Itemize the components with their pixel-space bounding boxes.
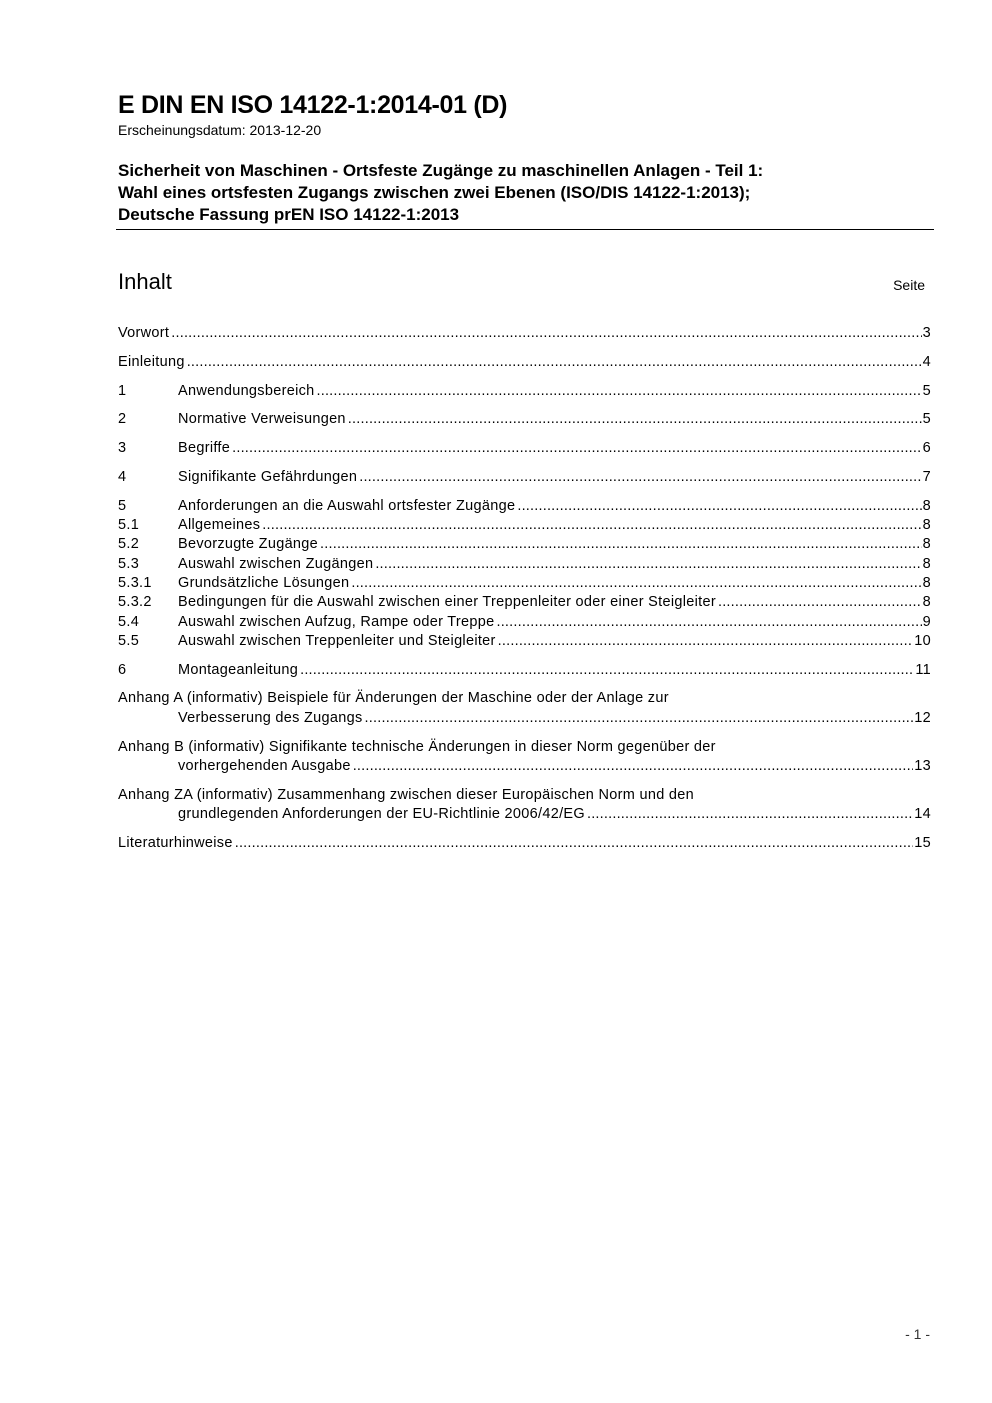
- toc-entry-number: 6: [118, 661, 127, 678]
- toc-entry-5-2[interactable]: [118, 535, 931, 554]
- toc-entry-page: 10: [914, 632, 931, 649]
- toc-leader-dots: [359, 468, 921, 487]
- toc-entry-3[interactable]: [118, 439, 931, 458]
- toc-entry-page: 8: [922, 497, 931, 514]
- toc-entry-page: 8: [922, 517, 931, 534]
- toc-entry-5-3-1[interactable]: [118, 574, 931, 593]
- toc-leader-dots: [300, 661, 914, 680]
- toc-entry-label: Signifikante Gefährdungen: [178, 468, 358, 485]
- toc-entry-2[interactable]: [118, 410, 931, 429]
- toc-entry-label: Montageanleitung: [178, 661, 299, 678]
- toc-entry-label: Auswahl zwischen Treppenleiter und Steigleiter: [178, 632, 496, 649]
- document-number: E DIN EN ISO 14122-1:2014-01 (D): [118, 91, 508, 119]
- toc-leader-dots: [351, 574, 921, 593]
- toc-entry-annex-a[interactable]: [118, 689, 931, 728]
- toc-annex-title-continued: Verbesserung des Zugangs: [178, 709, 363, 726]
- toc-entry-page: 8: [922, 594, 931, 611]
- toc-entry-label: Bedingungen für die Auswahl zwischen einer Treppenleiter oder einer Steigleiter: [178, 594, 716, 611]
- toc-entry-5-3-2[interactable]: [118, 593, 931, 612]
- toc-annex-title: Anhang B (informativ) Signifikante technische Änderungen in dieser Norm gegenüber der: [118, 738, 716, 755]
- toc-entry-label: Allgemeines: [178, 517, 261, 534]
- toc-annex-title-continued: vorhergehenden Ausgabe: [178, 757, 351, 774]
- toc-entry-page: 9: [922, 613, 931, 630]
- toc-entry-page: 13: [914, 757, 931, 774]
- toc-entry-label: Auswahl zwischen Aufzug, Rampe oder Treppe: [178, 613, 495, 630]
- toc-leader-dots: [235, 834, 914, 853]
- document-title-line: Sicherheit von Maschinen - Ortsfeste Zugänge zu maschinellen Anlagen - Teil 1:: [118, 161, 764, 180]
- toc-heading: Inhalt: [118, 269, 172, 294]
- toc-leader-dots: [348, 410, 922, 429]
- toc-leader-dots: [718, 593, 922, 612]
- toc-leader-dots: [587, 805, 913, 824]
- toc-entry-vorwort[interactable]: [118, 324, 931, 343]
- toc-entry-label: Bevorzugte Zugänge: [178, 536, 319, 553]
- toc-entry-5-4[interactable]: [118, 613, 931, 632]
- toc-leader-dots: [232, 439, 922, 458]
- toc-entry-page: 8: [922, 536, 931, 553]
- toc-annex-title-continued: grundlegenden Anforderungen der EU-Richtlinie 2006/42/EG: [178, 805, 585, 822]
- toc-leader-dots: [262, 516, 921, 535]
- page-number: - 1 -: [905, 1326, 930, 1342]
- toc-entry-page: 8: [922, 555, 931, 572]
- toc-leader-dots: [365, 709, 914, 728]
- toc-entry-5-5[interactable]: [118, 632, 931, 651]
- toc-entry-label: Auswahl zwischen Zugängen: [178, 555, 374, 572]
- toc-entry-number: 3: [118, 440, 127, 457]
- toc-page-column-label: Seite: [893, 277, 925, 293]
- toc-leader-dots: [353, 757, 914, 776]
- toc-entry-einleitung[interactable]: [118, 353, 931, 372]
- title-divider: [116, 229, 934, 230]
- toc-entry-1[interactable]: [118, 382, 931, 401]
- toc-leader-dots: [375, 555, 921, 574]
- toc-entry-label: Einleitung: [118, 353, 185, 370]
- toc-entry-page: 4: [922, 353, 931, 370]
- toc-leader-dots: [187, 353, 922, 372]
- toc-entry-label: Vorwort: [118, 325, 170, 341]
- toc-entry-page: 14: [914, 805, 931, 822]
- toc-entry-page: 7: [922, 468, 931, 485]
- toc-entry-page: 6: [922, 440, 931, 457]
- toc-leader-dots: [320, 535, 922, 554]
- toc-annex-title: Anhang ZA (informativ) Zusammenhang zwischen dieser Europäischen Norm und den: [118, 786, 694, 803]
- document-title: [118, 160, 934, 226]
- toc-leader-dots: [317, 382, 922, 401]
- toc-entry-bibliography[interactable]: [118, 834, 931, 853]
- toc-entry-number: 5.5: [118, 632, 140, 649]
- toc-entry-label: Begriffe: [178, 440, 231, 457]
- toc-entry-label: Normative Verweisungen: [178, 411, 346, 428]
- toc-entry-page: 15: [914, 834, 931, 851]
- toc-entry-number: 5.3.1: [118, 574, 152, 591]
- toc-entry-label: Anforderungen an die Auswahl ortsfester Zugänge: [178, 497, 516, 514]
- toc-entry-label: Anwendungsbereich: [178, 382, 315, 399]
- toc-annex-title: Anhang A (informativ) Beispiele für Änderungen der Maschine oder der Anlage zur: [118, 690, 669, 707]
- toc-entry-5[interactable]: [118, 497, 931, 516]
- document-title-line: Wahl eines ortsfesten Zugangs zwischen zwei Ebenen (ISO/DIS 14122-1:2013);: [118, 183, 751, 202]
- toc-entry-label: Literaturhinweise: [118, 834, 233, 851]
- toc-entry-number: 4: [118, 468, 127, 485]
- toc-entry-page: 3: [922, 325, 931, 341]
- toc-entry-5-1[interactable]: [118, 516, 931, 535]
- toc-entry-4[interactable]: [118, 468, 931, 487]
- toc-entry-page: 8: [922, 574, 931, 591]
- toc-entry-number: 5: [118, 497, 127, 514]
- toc-leader-dots: [496, 613, 921, 632]
- toc-entry-number: 5.4: [118, 613, 140, 630]
- toc-entry-annex-b[interactable]: [118, 738, 931, 777]
- toc-entry-number: 5.3.2: [118, 594, 152, 611]
- toc-entry-number: 5.3: [118, 555, 140, 572]
- toc-entry-number: 5.2: [118, 536, 140, 553]
- toc-entry-page: 11: [915, 661, 931, 678]
- toc-entry-5-3[interactable]: [118, 555, 931, 574]
- toc-entry-annex-za[interactable]: [118, 786, 931, 825]
- table-of-contents: [118, 324, 931, 853]
- release-date: Erscheinungsdatum: 2013-12-20: [118, 122, 322, 138]
- toc-entry-number: 5.1: [118, 517, 140, 534]
- toc-entry-page: 5: [922, 411, 931, 428]
- toc-entry-page: 12: [914, 709, 931, 726]
- toc-leader-dots: [517, 497, 921, 516]
- document-title-line: Deutsche Fassung prEN ISO 14122-1:2013: [118, 205, 460, 224]
- toc-entry-6[interactable]: [118, 661, 931, 680]
- toc-entry-number: 1: [118, 382, 127, 399]
- toc-entry-label: Grundsätzliche Lösungen: [178, 574, 350, 591]
- toc-entry-page: 5: [922, 382, 931, 399]
- toc-entry-number: 2: [118, 411, 127, 428]
- toc-leader-dots: [171, 324, 921, 343]
- toc-leader-dots: [498, 632, 914, 651]
